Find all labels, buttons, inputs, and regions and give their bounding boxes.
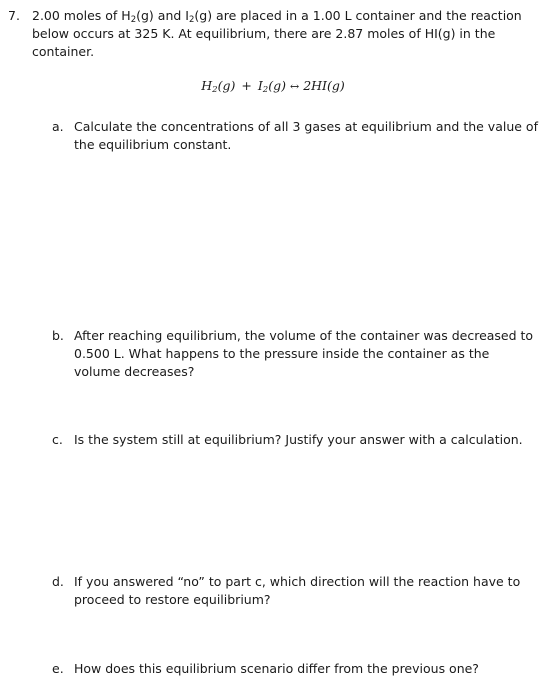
- part-d: [52, 573, 538, 609]
- h2-subscript: 2: [130, 15, 137, 25]
- equation-product: 2HI(g): [303, 78, 345, 93]
- i2-subscript: 2: [188, 15, 195, 25]
- question-text-part-2: (g) and I: [136, 8, 189, 23]
- part-e-text: How does this equilibrium scenario differ from the previous one?: [74, 661, 479, 676]
- question-number: 7.: [8, 8, 20, 23]
- equation-plus: +: [241, 78, 252, 93]
- equation-h: H: [201, 78, 213, 93]
- part-b-text: After reaching equilibrium, the volume of the container was decreased to 0.500 L. What happens to the pressure inside the container as the volume decreases?: [74, 328, 534, 379]
- part-a-letter: a.: [52, 119, 64, 134]
- part-e: [52, 660, 538, 678]
- part-c: [52, 431, 538, 449]
- question-text-part-1: 2.00 moles of H: [32, 8, 131, 23]
- part-d-text: If you answered “no” to part c, which direction will the reaction have to proceed to restore equilibrium?: [74, 574, 521, 607]
- equilibrium-arrow: ↔: [289, 80, 300, 93]
- equation-h-state: (g): [217, 78, 236, 93]
- reaction-equation: [0, 77, 546, 96]
- part-c-text: Is the system still at equilibrium? Justify your answer with a calculation.: [74, 432, 523, 447]
- part-c-letter: c.: [52, 432, 63, 447]
- part-a-text: Calculate the concentrations of all 3 gases at equilibrium and the value of the equilibrium constant.: [74, 119, 538, 152]
- equation-h-subscript: 2: [212, 85, 218, 95]
- part-e-letter: e.: [52, 661, 64, 676]
- part-d-letter: d.: [52, 574, 64, 589]
- equation-i: I: [257, 78, 263, 93]
- part-a: [52, 118, 538, 154]
- equation-i-state: (g): [268, 78, 286, 93]
- question-text: [32, 7, 532, 61]
- part-b: [52, 327, 538, 381]
- question-text-part-3: (g) are placed in a 1.00 L container and the reaction below occurs at 325 K. At equilibrium, there are 2.87 moles of HI(g) in the container.: [32, 8, 522, 59]
- equation-i-subscript: 2: [262, 85, 269, 95]
- part-b-letter: b.: [52, 328, 64, 343]
